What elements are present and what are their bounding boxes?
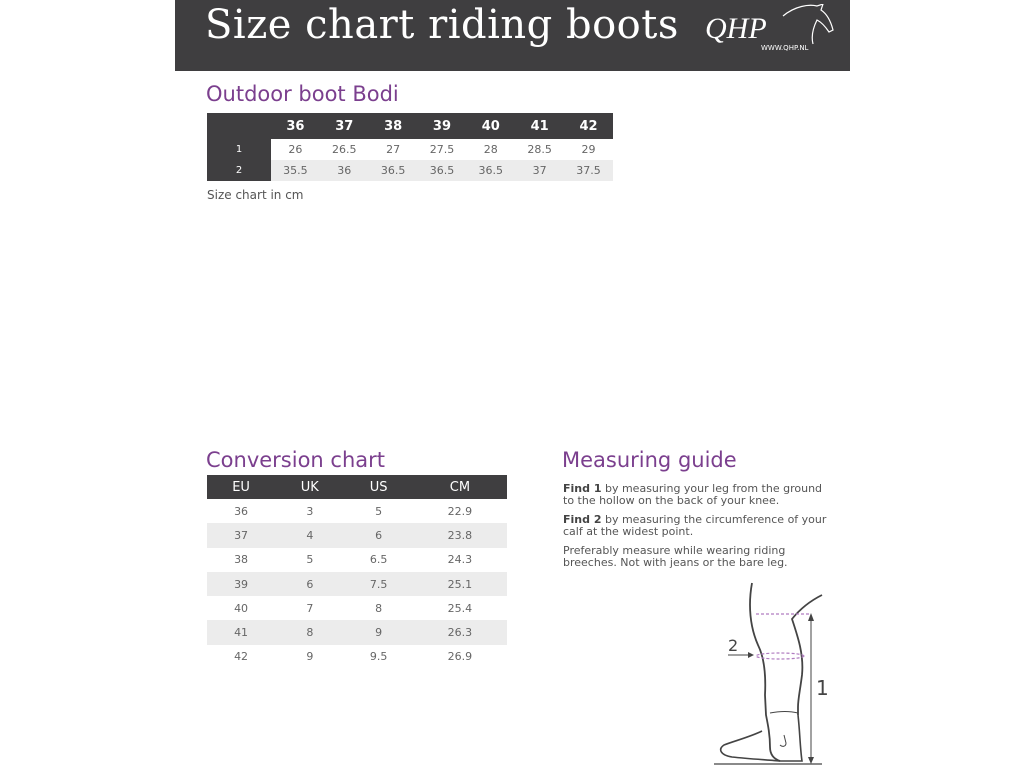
table-cell: 22.9	[447, 504, 473, 518]
table-cell: 36.5	[418, 160, 467, 181]
size-col-header: 38	[369, 113, 418, 139]
table-cell: 35.5	[271, 160, 320, 181]
table-cell: 36	[320, 160, 369, 181]
table-row	[207, 499, 507, 523]
table-cell: 26	[288, 143, 303, 156]
table-cell: 9	[344, 620, 412, 644]
table-row	[207, 645, 507, 669]
size-header-row	[207, 113, 613, 139]
table-row	[207, 596, 507, 620]
outdoor-size-table	[207, 113, 613, 181]
table-cell: 40	[234, 601, 249, 615]
table-row	[207, 548, 507, 572]
header-banner	[175, 0, 850, 71]
table-cell: 8	[375, 601, 383, 615]
table-cell: 23.8	[413, 523, 507, 547]
outdoor-heading: Outdoor boot Bodi	[206, 82, 399, 106]
size-col-header: 37	[320, 113, 369, 139]
logo-url: WWW.QHP.NL	[761, 44, 809, 52]
table-cell: 37	[207, 523, 275, 547]
table-cell: 7	[306, 601, 314, 615]
row-label: 2	[207, 160, 271, 181]
table-cell: 36.5	[466, 160, 515, 181]
table-cell: 7.5	[344, 572, 412, 596]
table-cell: 37.5	[564, 160, 613, 181]
table-cell: 36	[234, 504, 249, 518]
leg-measurement-diagram	[710, 575, 840, 768]
size-chart-note: Size chart in cm	[207, 188, 304, 202]
table-cell: 4	[275, 523, 344, 547]
column-header: UK	[275, 475, 344, 499]
table-row	[207, 523, 507, 547]
table-row	[207, 620, 507, 644]
find1-text: by measuring your leg from the ground to the hollow on the back of your knee.	[563, 482, 823, 507]
table-cell: 37	[515, 160, 564, 181]
column-header: US	[344, 475, 412, 499]
table-cell: 42	[234, 650, 249, 664]
table-cell: 36.5	[369, 160, 418, 181]
measuring-instructions	[563, 483, 833, 576]
table-cell: 26.5	[332, 143, 357, 156]
table-cell: 27.5	[429, 143, 455, 156]
table-cell: 9	[306, 650, 314, 664]
corner-cell	[207, 113, 271, 139]
table-cell: 29	[581, 143, 596, 156]
measuring-heading: Measuring guide	[562, 448, 737, 472]
find1-paragraph	[563, 483, 833, 507]
table-cell: 3	[306, 504, 314, 518]
conversion-table	[207, 475, 507, 669]
table-row	[207, 160, 613, 181]
table-cell: 25.4	[447, 601, 473, 615]
find1-label: Find 1	[563, 482, 602, 495]
column-header: CM	[413, 475, 507, 499]
table-cell: 27	[386, 143, 401, 156]
find2-text: by measuring the circumference of your calf at the widest point.	[563, 513, 827, 538]
size-col-header: 42	[564, 113, 613, 139]
row-label: 1	[207, 139, 271, 160]
size-col-header: 40	[466, 113, 515, 139]
find2-label: Find 2	[563, 513, 602, 526]
table-cell: 5	[306, 553, 314, 567]
measure-note: Preferably measure while wearing riding breeches. Not with jeans or the bare leg.	[563, 544, 788, 569]
table-cell: 26.3	[413, 620, 507, 644]
table-cell: 24.3	[447, 553, 473, 567]
page-title: Size chart riding boots	[205, 2, 679, 48]
table-cell: 6	[344, 523, 412, 547]
table-row	[207, 572, 507, 596]
table-cell: 5	[375, 504, 383, 518]
table-cell: 28.5	[527, 143, 552, 156]
measure-label-2: 2	[728, 636, 739, 655]
conversion-heading: Conversion chart	[206, 448, 386, 472]
table-cell: 38	[234, 553, 249, 567]
table-cell: 28	[483, 143, 498, 156]
column-header: EU	[207, 475, 275, 499]
qhp-logo	[705, 4, 845, 64]
table-cell: 8	[275, 620, 344, 644]
table-cell: 9.5	[369, 650, 388, 664]
table-cell: 6.5	[369, 553, 388, 567]
size-col-header: 39	[418, 113, 467, 139]
table-cell: 26.9	[447, 650, 473, 664]
conversion-header-row	[207, 475, 507, 499]
table-cell: 41	[207, 620, 275, 644]
table-cell: 39	[207, 572, 275, 596]
table-row	[207, 139, 613, 160]
logo-text: QHP	[705, 12, 767, 45]
find2-paragraph	[563, 514, 833, 538]
table-cell: 6	[275, 572, 344, 596]
measure-label-1: 1	[816, 676, 829, 700]
table-cell: 25.1	[413, 572, 507, 596]
size-col-header: 41	[515, 113, 564, 139]
horse-head-icon	[765, 4, 845, 46]
size-col-header: 36	[271, 113, 320, 139]
